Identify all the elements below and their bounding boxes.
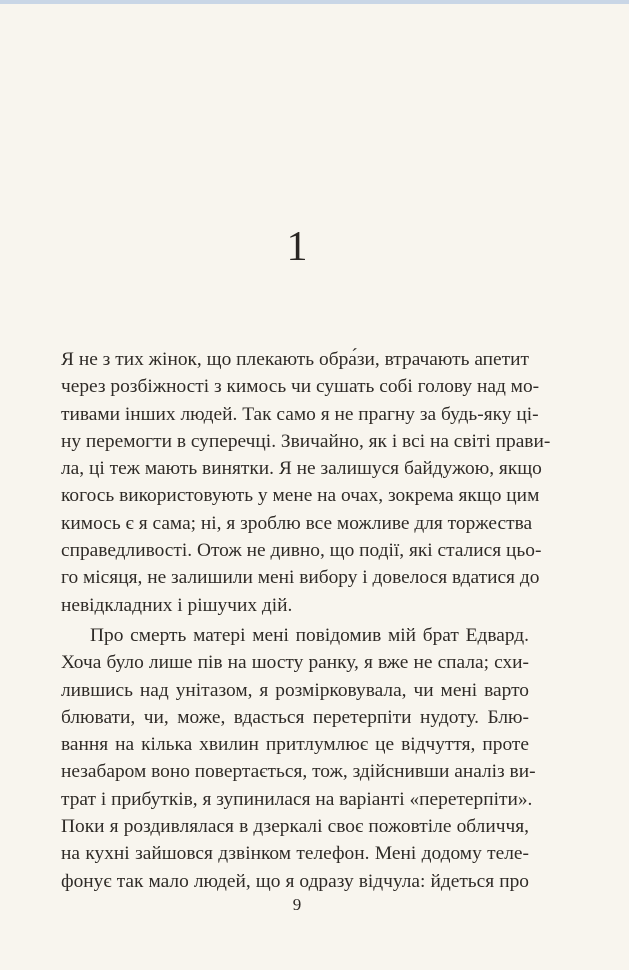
text-line: когось використовують у мене на очах, зокрема якщо цим xyxy=(61,485,540,507)
text-line: Я не з тих жінок, що плекають обра́зи, втрачають апетит xyxy=(61,349,529,370)
text-line: вання на кілька хвилин притлумлює це відчуття, проте xyxy=(61,734,529,756)
text-line: на кухні зайшовся дзвінком телефон. Мені додому теле- xyxy=(61,843,529,865)
chapter-number: 1 xyxy=(286,224,308,270)
paragraph-1 xyxy=(61,346,551,619)
text-line: кимось є я сама; ні, я зроблю все можливе для торжества xyxy=(61,512,533,534)
text-line: справедливості. Отож не дивно, що події, які сталися цьо- xyxy=(61,540,542,562)
paragraph-2 xyxy=(61,622,536,895)
text-line: Про смерть матері мені повідомив мій брат Едвард. xyxy=(90,624,529,646)
text-line: фонує так мало людей, що я одразу відчула: йдеться про xyxy=(61,870,529,892)
text-line: го місяця, не залишили мені вибору і довелося вдатися до xyxy=(61,567,540,589)
text-line: ну перемогти в суперечці. Звичайно, як і всі на світі прави- xyxy=(61,430,551,452)
text-line: Хоча було лише пів на шосту ранку, я вже не спала; схи- xyxy=(61,652,529,674)
text-line: через розбіжності з кимось чи сушать собі голову над мо- xyxy=(61,376,540,398)
body-text xyxy=(61,346,551,895)
text-line: незабаром воно повертається, тож, здійснивши аналіз ви- xyxy=(61,761,536,783)
page-top-edge xyxy=(0,0,629,4)
text-line: блювати, чи, може, вдасться перетерпіти нудоту. Блю- xyxy=(61,706,529,728)
text-line: Поки я роздивлялася в дзеркалі своє пожовтіле обличчя, xyxy=(61,816,529,838)
text-line: невідкладних і рішучих дій. xyxy=(61,594,293,616)
text-line: тивами інших людей. Так само я не прагну за будь-яку ці- xyxy=(61,403,539,425)
text-line: ла, ці теж мають винятки. Я не залишуся байдужою, якщо xyxy=(61,458,542,480)
page-number: 9 xyxy=(292,895,302,914)
text-line: трат і прибутків, я зупинилася на варіанті «перетерпіти». xyxy=(61,788,533,810)
text-line: лившись над унітазом, я розмірковувала, чи мені варто xyxy=(61,679,529,701)
